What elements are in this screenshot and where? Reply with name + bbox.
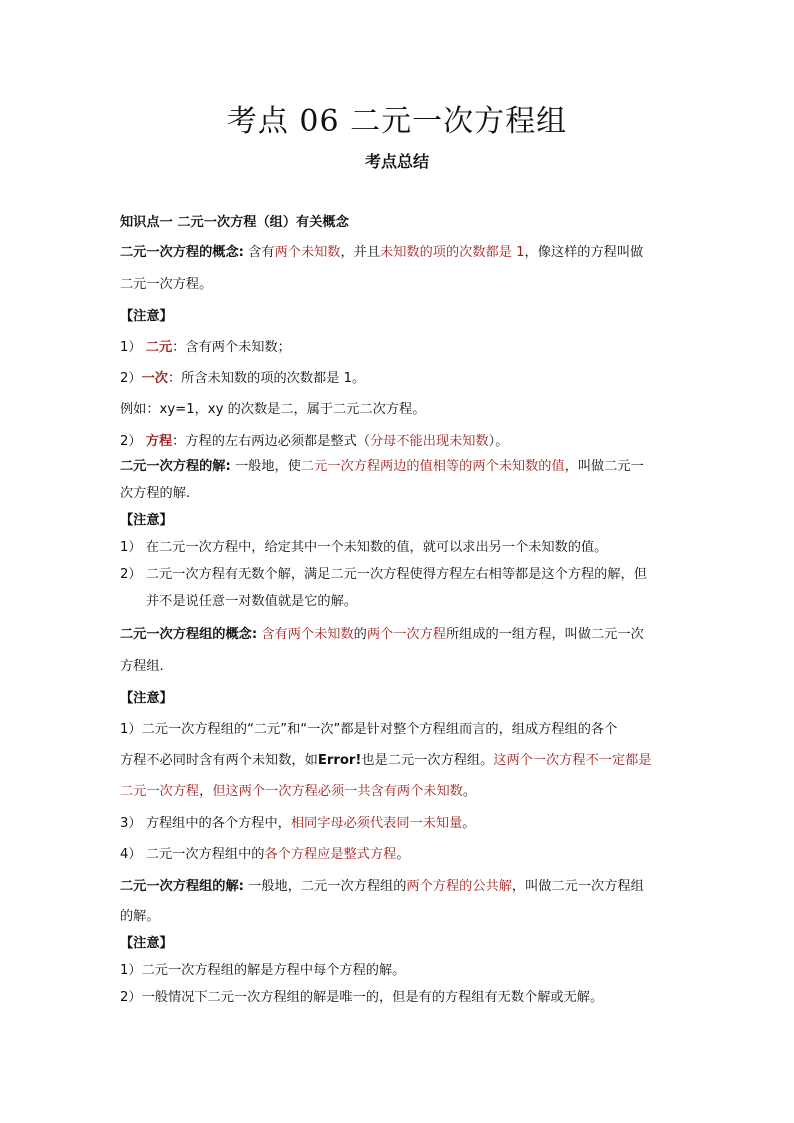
note-label: 【注意】 (120, 513, 173, 528)
concept-line: 二元一次方程。 (120, 277, 213, 292)
note-item: 1）二元一次方程组的“二元”和“一次”都是针对整个方程组而言的，组成方程组的各个 (120, 722, 618, 737)
note-item: 4） 二元一次方程组中的各个方程应是整式方程。 (120, 847, 410, 862)
note-label: 【注意】 (120, 309, 173, 324)
note-item: 2） 二元一次方程有无数个解，满足二元一次方程使得方程左右相等都是这个方程的解，但 (120, 567, 647, 582)
error-field: Error! (317, 753, 362, 768)
page-title: 考点 06 二元一次方程组 (226, 104, 568, 139)
note-item: 方程不必同时含有两个未知数，如Error!也是二元一次方程组。这两个一次方程不一定都是 (120, 753, 652, 768)
concept-line: 方程组. (120, 659, 164, 674)
highlight: 未知数的项的次数都是 1 (380, 245, 525, 260)
note-item: 1） 在二元一次方程中，给定其中一个未知数的值，就可以求出另一个未知数的值。 (120, 540, 608, 555)
page-subtitle: 考点总结 (364, 152, 429, 171)
note-item: 3） 方程组中的各个方程中，相同字母必须代表同一未知量。 (120, 816, 476, 831)
note-item: 1） 二元：含有两个未知数； (120, 340, 291, 355)
highlight: 含有两个未知数 (261, 627, 354, 642)
highlight: 两个未知数 (274, 245, 341, 260)
note-item: 2）一般情况下二元一次方程组的解是唯一的，但是有的方程组有无数个解或无解。 (120, 990, 604, 1005)
note-item: 并不是说任意一对数值就是它的解。 (146, 594, 357, 609)
highlight: 两个一次方程 (366, 627, 446, 642)
term: 二元一次方程组的概念: (120, 627, 258, 642)
concept-system-solution: 二元一次方程组的解: 一般地，二元一次方程组的两个方程的公共解，叫做二元一次方程组 (120, 879, 644, 894)
concept-line: 的解。 (120, 909, 160, 924)
term: 二元一次方程组的解: (120, 879, 244, 894)
highlight: 二元一次方程两边的值相等的两个未知数的值 (300, 459, 565, 474)
concept-system-definition: 二元一次方程组的概念: 含有两个未知数的两个一次方程所组成的一组方程，叫做二元一次 (120, 627, 644, 642)
note-item: 1）二元一次方程组的解是方程中每个方程的解。 (120, 963, 406, 978)
concept-equation-definition: 二元一次方程的概念: 含有两个未知数，并且未知数的项的次数都是 1，像这样的方程叫做 (120, 245, 644, 260)
note-item: 2） 方程：方程的左右两边必须都是整式（分母不能出现未知数）。 (120, 434, 509, 449)
note-item: 二元一次方程，但这两个一次方程必须一共含有两个未知数。 (120, 784, 477, 799)
section-heading: 知识点一 二元一次方程（组）有关概念 (120, 215, 349, 230)
note-label: 【注意】 (120, 691, 173, 706)
term: 二元一次方程的解: (120, 459, 231, 474)
concept-equation-solution: 二元一次方程的解: 一般地，使二元一次方程两边的值相等的两个未知数的值，叫做二元一 (120, 459, 644, 474)
highlight: 两个方程的公共解 (406, 879, 512, 894)
concept-line: 次方程的解. (120, 486, 191, 501)
note-label: 【注意】 (120, 936, 173, 951)
term: 二元一次方程的概念: (120, 245, 244, 260)
note-item: 2）一次：所含未知数的项的次数都是 1。 (120, 371, 366, 386)
example-line: 例如：xy=1，xy 的次数是二，属于二元二次方程。 (120, 402, 426, 417)
